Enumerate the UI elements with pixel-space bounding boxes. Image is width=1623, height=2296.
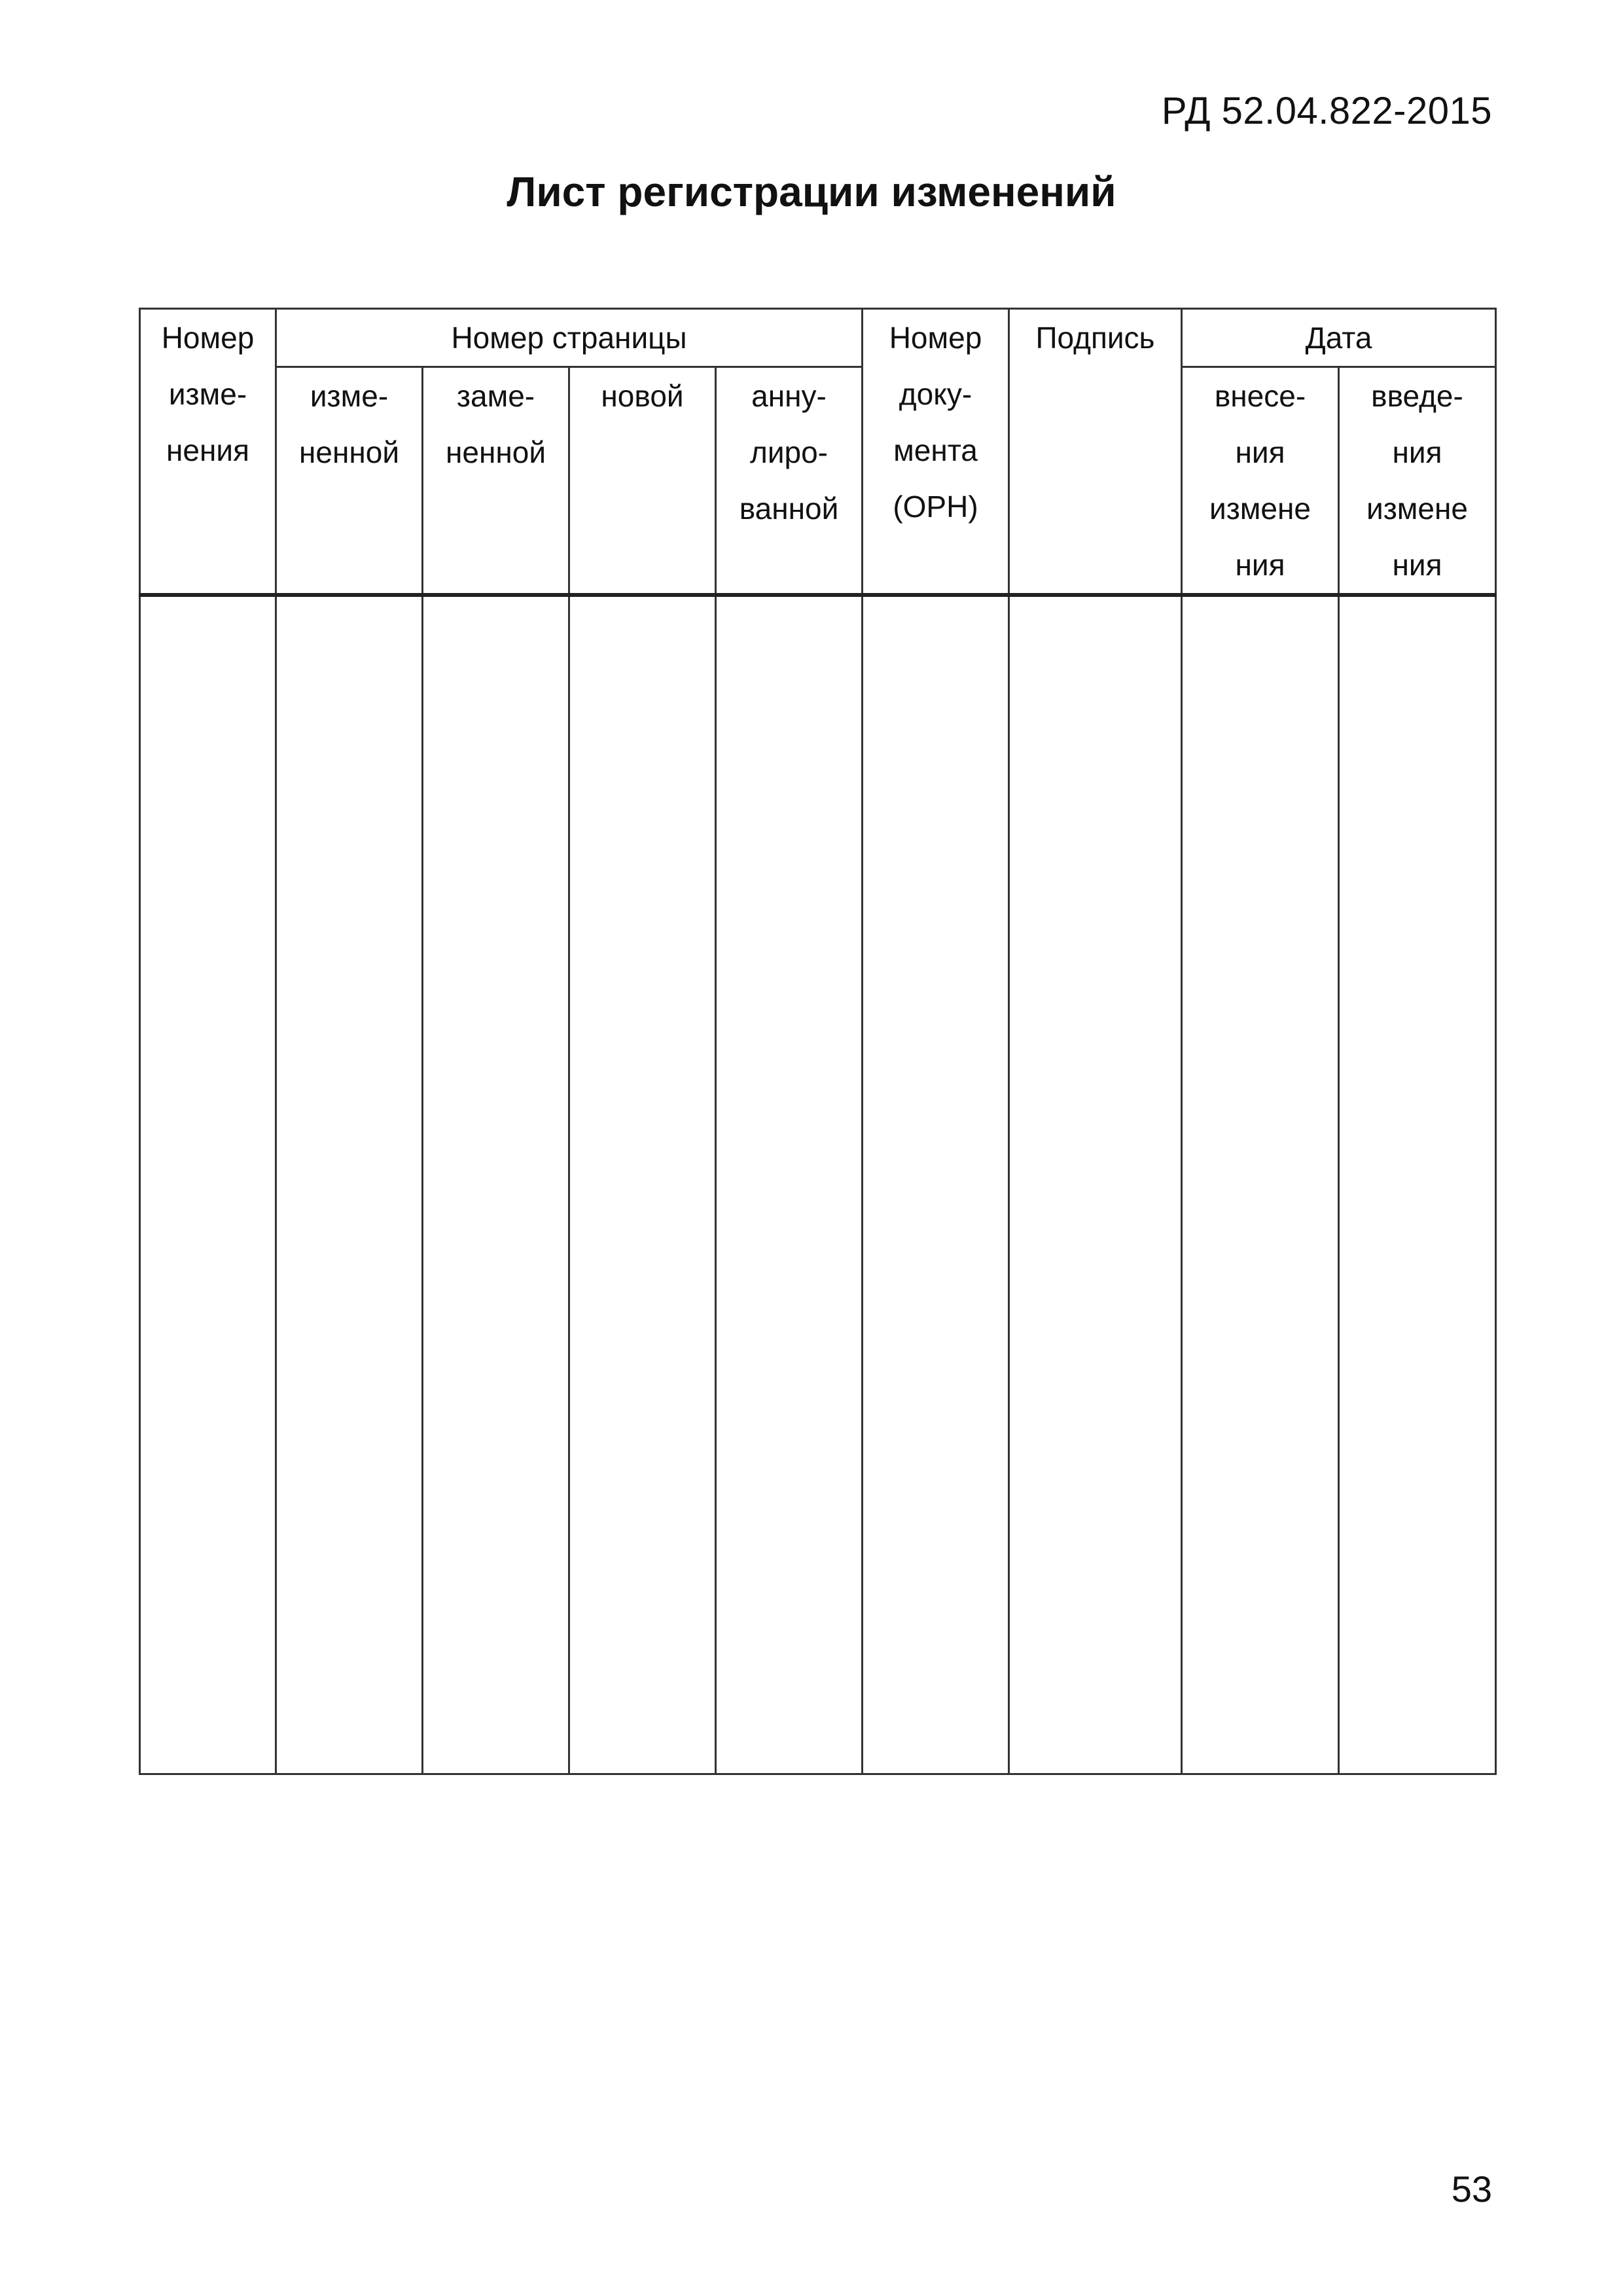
- header-date-entered-line-1: внесе-: [1214, 379, 1306, 413]
- header-date-introduced-line-3: измене: [1366, 492, 1468, 526]
- header-row-sub: [140, 367, 1496, 596]
- header-annulled-pages: [716, 367, 863, 596]
- page-title: Лист регистрации изменений: [507, 168, 1116, 215]
- header-document-number-title: Номер: [889, 321, 982, 355]
- header-replaced-line-2: ненной: [445, 435, 546, 469]
- cell-date-entered: [1182, 595, 1339, 1774]
- header-page-number-group: Номер страницы: [276, 309, 863, 367]
- header-replaced-pages: [423, 367, 569, 596]
- cell-date-introduced: [1339, 595, 1496, 1774]
- header-signature: Подпись: [1009, 309, 1182, 596]
- header-annulled-line-2: лиро-: [749, 435, 829, 469]
- cell-changed-pages: [276, 595, 423, 1774]
- cell-document-number: [863, 595, 1009, 1774]
- header-changed-pages: [276, 367, 423, 596]
- header-document-number-line-2: мента: [893, 433, 978, 467]
- header-date-group: Дата: [1182, 309, 1496, 367]
- header-row-top: [140, 309, 1496, 367]
- header-date-introduced: [1339, 367, 1496, 596]
- table-row-empty: [140, 595, 1496, 1774]
- header-document-number: [863, 309, 1009, 596]
- header-date-entered: [1182, 367, 1339, 596]
- header-new-pages: [569, 367, 716, 596]
- cell-annulled-pages: [716, 595, 863, 1774]
- header-change-number-line-2: нения: [166, 433, 249, 467]
- document-code: РД 52.04.822-2015: [1161, 90, 1492, 132]
- header-date-entered-line-4: ния: [1235, 548, 1285, 582]
- header-annulled-line-3: ванной: [739, 492, 839, 526]
- cell-change-number: [140, 595, 276, 1774]
- cell-new-pages: [569, 595, 716, 1774]
- change-registration-table: [139, 308, 1497, 1775]
- cell-replaced-pages: [423, 595, 569, 1774]
- header-change-number-title: Номер: [161, 321, 255, 355]
- header-date-entered-line-3: измене: [1209, 492, 1311, 526]
- header-changed-line-1: изме-: [310, 379, 389, 413]
- header-changed-line-2: ненной: [298, 435, 400, 469]
- header-change-number-line-1: изме-: [168, 377, 247, 411]
- header-date-entered-line-2: ния: [1235, 435, 1285, 469]
- header-new-line-1: новой: [601, 379, 684, 413]
- header-change-number: [140, 309, 276, 596]
- header-date-introduced-line-2: ния: [1392, 435, 1442, 469]
- page-number: 53: [1451, 2168, 1492, 2210]
- header-date-introduced-line-4: ния: [1392, 548, 1442, 582]
- header-replaced-line-1: заме-: [456, 379, 535, 413]
- header-document-number-line-3: (ОРН): [893, 490, 978, 524]
- header-annulled-line-1: анну-: [751, 379, 827, 413]
- cell-signature: [1009, 595, 1182, 1774]
- header-date-introduced-line-1: введе-: [1371, 379, 1463, 413]
- header-document-number-line-1: доку-: [899, 377, 972, 411]
